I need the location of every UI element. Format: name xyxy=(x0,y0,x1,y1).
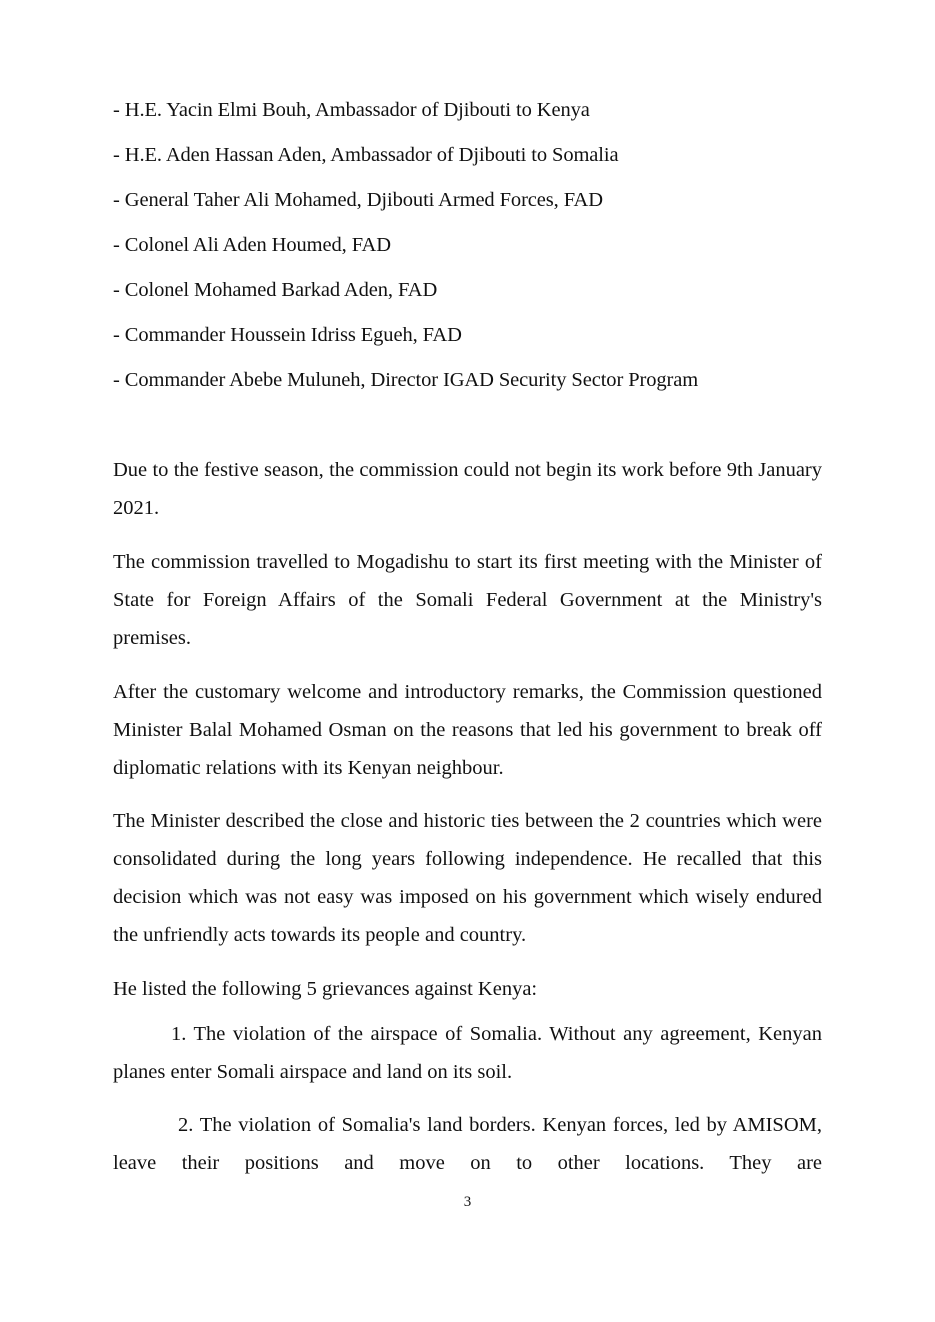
paragraph-historic-ties: The Minister described the close and historic ties between the 2 countries which were consolidated during the long years following independence. He recalled that this decision which was not easy was imposed on his government which wisely endured the unfriendly acts towards its people and country. xyxy=(113,810,822,946)
attendee-item: - Commander Houssein Idriss Egueh, FAD xyxy=(113,324,462,346)
attendee-item: - General Taher Ali Mohamed, Djibouti Armed Forces, FAD xyxy=(113,189,603,211)
paragraph-festive-season: Due to the festive season, the commission could not begin its work before 9th January 2021. xyxy=(113,459,822,519)
attendee-item: - Colonel Ali Aden Houmed, FAD xyxy=(113,234,391,256)
attendee-item: - H.E. Aden Hassan Aden, Ambassador of Djibouti to Somalia xyxy=(113,144,619,166)
paragraph-travel-mogadishu: The commission travelled to Mogadishu to start its first meeting with the Minister of State for Foreign Affairs of the Somali Federal Government at the Ministry's premises. xyxy=(113,551,822,649)
attendee-item: - H.E. Yacin Elmi Bouh, Ambassador of Djibouti to Kenya xyxy=(113,99,590,121)
paragraph-commission-questioned: After the customary welcome and introductory remarks, the Commission questioned Minister Balal Mohamed Osman on the reasons that led his government to break off diplomatic relations with its Kenyan neighbour. xyxy=(113,681,822,779)
paragraph-grievances-intro: He listed the following 5 grievances against Kenya: xyxy=(113,978,538,1000)
attendee-item: - Commander Abebe Muluneh, Director IGAD Security Sector Program xyxy=(113,369,699,391)
grievance-item: 2. The violation of Somalia's land borders. Kenyan forces, led by AMISOM, leave their positions and move on to other locations. They are xyxy=(113,1114,822,1174)
grievance-item: 1. The violation of the airspace of Somalia. Without any agreement, Kenyan planes enter Somali airspace and land on its soil. xyxy=(113,1023,822,1083)
attendee-item: - Colonel Mohamed Barkad Aden, FAD xyxy=(113,279,438,301)
page-number: 3 xyxy=(463,1194,472,1210)
